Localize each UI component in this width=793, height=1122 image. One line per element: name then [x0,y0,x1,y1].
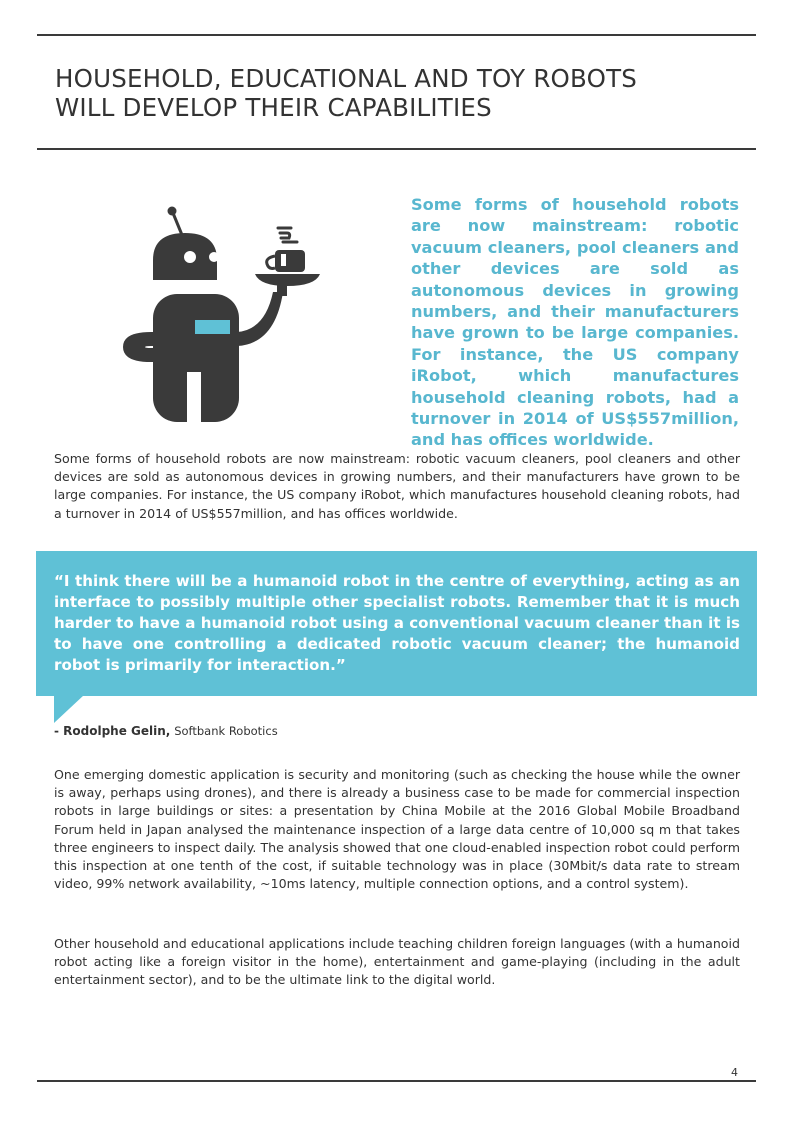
page-title [55,64,735,122]
body-paragraph-1: Some forms of household robots are now mainstream: robotic vacuum cleaners, pool cleaners and other devices are sold as autonomous devices in growing numbers, and their manufacturers have grown to be large companies. For instance, the US company iRobot, which manufactures household cleaning robots, had a turnover in 2014 of US$557million, and has offices worldwide. [54,451,740,521]
quote-tail [54,695,84,723]
footer-rule [37,1080,756,1082]
page-title-line-1: HOUSEHOLD, EDUCATIONAL AND TOY ROBOTS [55,64,638,93]
page-title-line-2: WILL DEVELOP THEIR CAPABILITIES [55,93,492,122]
title-rule [37,148,756,150]
attribution-name: - Rodolphe Gelin, [54,724,171,738]
robot-waiter-icon [115,200,350,430]
body-paragraph-3: Other household and educational applications include teaching children foreign languages (with a humanoid robot acting like a foreign visitor in the home), entertainment and game-playing (including in the adult entertainment sector), and to be the ultimate link to the digital world. [54,936,740,988]
page-number: 4 [731,1066,738,1079]
intro-highlight: Some forms of household robots are now mainstream: robotic vacuum cleaners, pool cleaners and other devices are sold as autonomous devices in growing numbers, and their manufacturers have grown to be large companies. For instance, the US company iRobot, which manufactures household cleaning robots, had a turnover in 2014 of US$557million, and has offices worldwide. [411,195,739,450]
quote-attribution [54,724,278,738]
body-paragraph-2: One emerging domestic application is security and monitoring (such as checking the house while the owner is away, perhaps using drones), and there is already a business case to be made for commercial inspection robots in large buildings or sites: a presentation by China Mobile at the 2016 Global Mobile Broadband Forum held in Japan analysed the maintenance inspection of a large data centre of 10,000 sq m that takes three engineers to inspect daily. The analysis showed that one cloud-enabled inspection robot could perform this inspection at one tenth of the cost, if suitable technology was in place (30Mbit/s data rate to stream video, 99% network availability, ~10ms latency, multiple connection options, and a control system). [54,767,740,892]
top-rule [37,34,756,36]
pull-quote: “I think there will be a humanoid robot in the centre of everything, acting as an interface to possibly multiple other specialist robots. Remember that it is much harder to have a humanoid robot using a conventional vacuum cleaner than it is to have one controlling a dedicated robotic vacuum cleaner; the humanoid robot is primarily for interaction.” [54,572,740,674]
attribution-org: Softbank Robotics [174,724,278,738]
